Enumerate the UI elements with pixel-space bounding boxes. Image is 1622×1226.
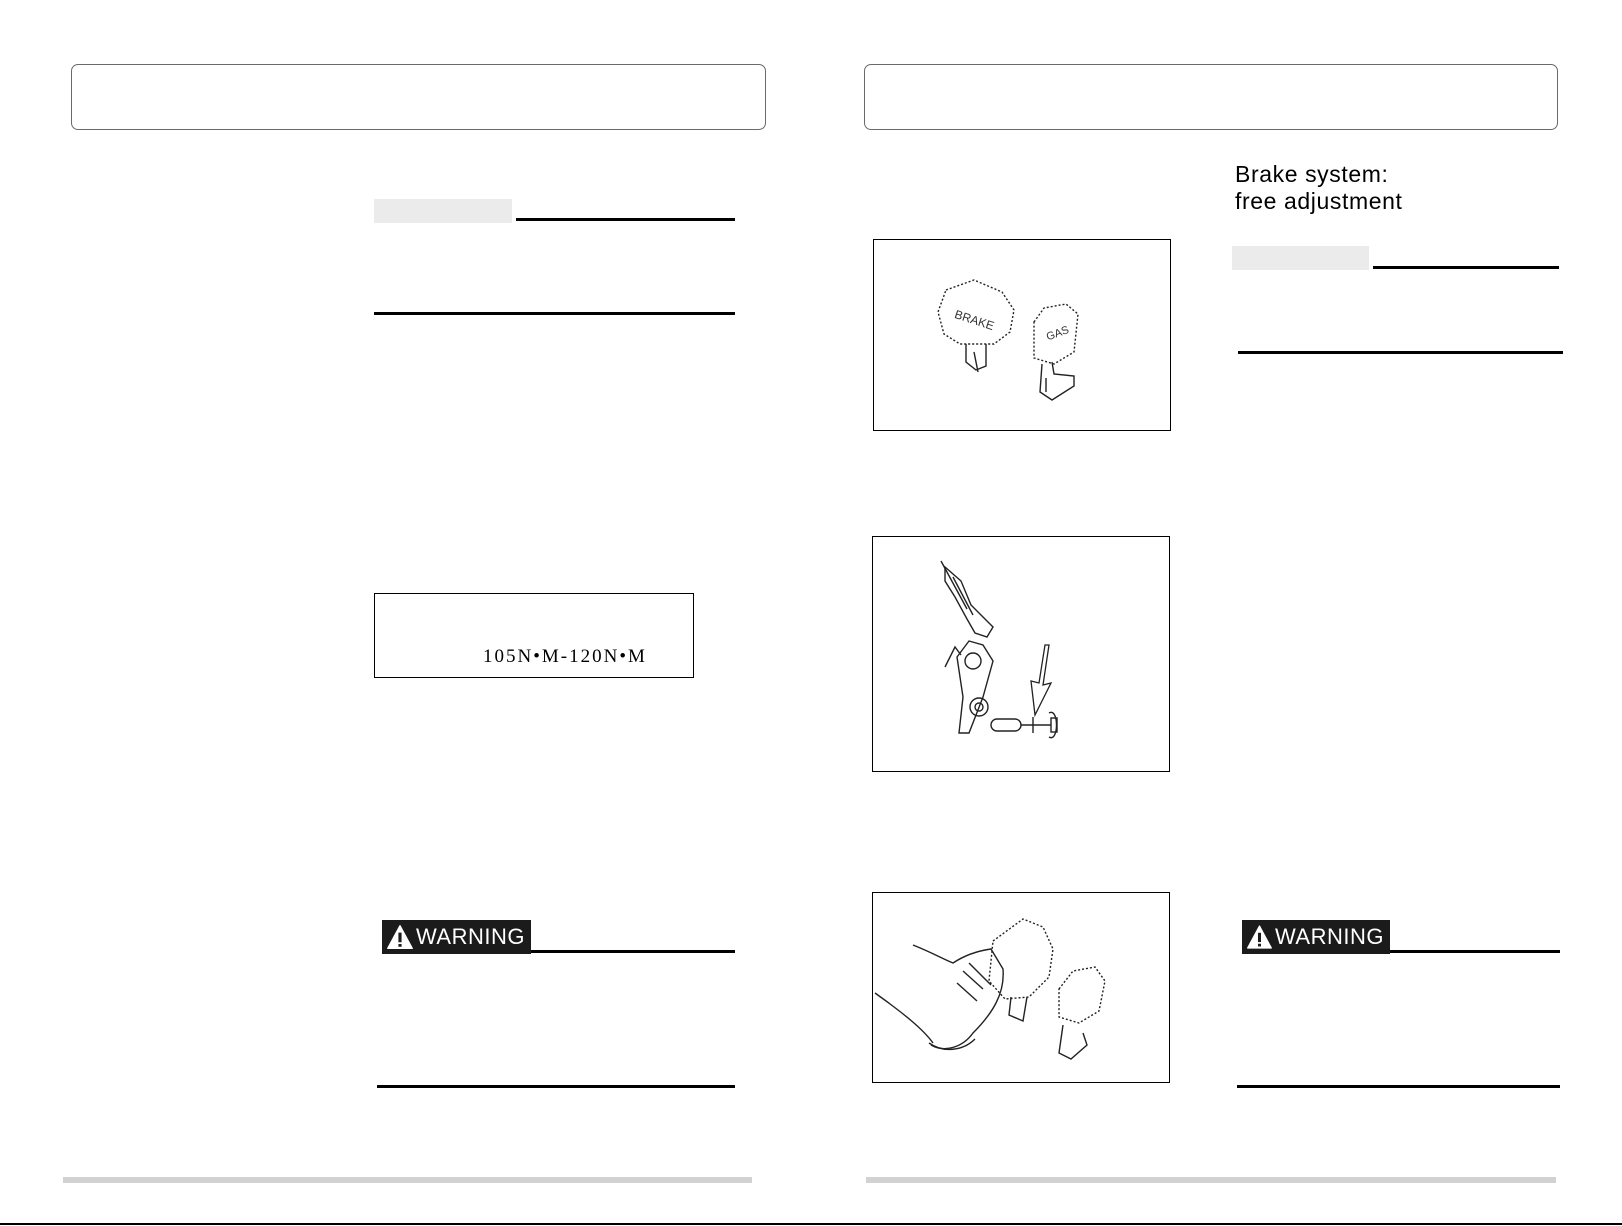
- figure-brake-adjustment: [872, 536, 1170, 772]
- left-warning-badge: [382, 920, 531, 954]
- right-warning-bottom-rule: [1237, 1085, 1560, 1088]
- section-title: [1235, 161, 1403, 215]
- left-note-tab: [374, 199, 512, 223]
- bottom-edge-line: [0, 1223, 1622, 1225]
- right-page-footer-bar: [866, 1177, 1556, 1183]
- foot-on-pedal-illustration: [873, 893, 1169, 1082]
- left-note-bottom-rule: [374, 312, 735, 315]
- right-warning-label: WARNING: [1274, 924, 1384, 949]
- pedals-illustration: [874, 240, 1170, 430]
- figure-pedals: [873, 239, 1171, 431]
- gas-pedal-drawing-2: [1059, 967, 1105, 1059]
- torque-spec-box: [374, 593, 694, 678]
- left-warning-label: WARNING: [415, 924, 525, 949]
- left-page-header-box: [71, 64, 766, 130]
- direction-arrow-drawing: [1031, 645, 1051, 715]
- brake-adjustment-illustration: [873, 537, 1169, 771]
- torque-spec-value: 105N•M-120N•M: [483, 646, 647, 667]
- right-note-bottom-rule: [1238, 351, 1563, 354]
- brake-pedal-drawing-pressed: [989, 919, 1053, 1021]
- foot-drawing: [875, 945, 1003, 1049]
- brake-lever-drawing: [941, 561, 993, 733]
- gas-pedal-label: GAS: [1044, 324, 1071, 344]
- right-note-top-rule: [1373, 266, 1559, 269]
- left-warning-bottom-rule: [377, 1085, 735, 1088]
- right-warning-badge: [1242, 920, 1390, 954]
- right-page-header-box: [864, 64, 1558, 130]
- brake-pedal-label: BRAKE: [952, 307, 996, 334]
- adjuster-bolt-drawing: [991, 712, 1057, 737]
- left-note-top-rule: [516, 218, 735, 221]
- right-note-tab: [1232, 246, 1369, 270]
- left-page-footer-bar: [63, 1177, 752, 1183]
- warning-triangle-icon: [1246, 922, 1273, 952]
- right-warning-top-rule: [1390, 950, 1560, 953]
- warning-triangle-icon: [386, 922, 414, 952]
- section-title-line-2: free adjustment: [1235, 188, 1403, 214]
- gas-pedal-drawing: [1034, 304, 1078, 400]
- section-title-line-1: Brake system:: [1235, 161, 1389, 187]
- figure-foot-on-pedal: [872, 892, 1170, 1083]
- left-warning-top-rule: [531, 950, 735, 953]
